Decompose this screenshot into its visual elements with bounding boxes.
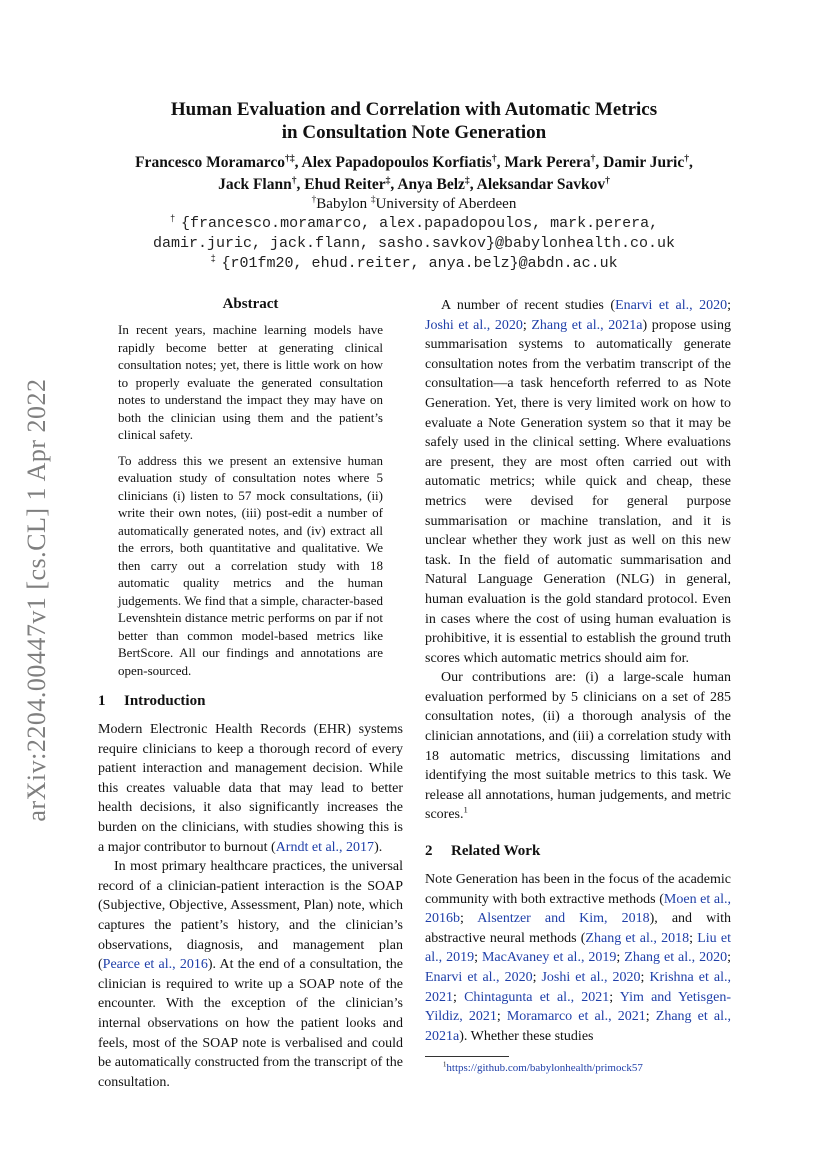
email-list (0, 214, 828, 274)
text-run: ), and with abstractive neural methods ( (425, 911, 732, 946)
text-run: ; (727, 298, 732, 313)
email-mark: ‡ (210, 253, 222, 264)
left-column (98, 296, 403, 1092)
citation-link[interactable]: Enarvi et al., 2020 (615, 298, 728, 313)
text-run: ) propose using summarisation systems to automatically generate consultation notes from the verbatim transcript of the consultation—a task henceforth referred to as Note Generation. Yet, there is very limited work on how to evaluate a Note Generation system so that it may be safely used in the clinical setting. Where evaluations are present, they are most often carried out with automatic metrics; while quick and cheap, these metrics were devised for general purpose summarisation or machine translation, and it is unclear whether they work just as well on this new task. In the field of automatic summarisation and Natural Language Generation (NLG) in general, human evaluation is the gold standard protocol. Even in cases where the cost of using human evaluation is prohibitive, it is essential to establish the ground truth scores which automatic metrics should aim for. (425, 317, 732, 666)
footnote-link[interactable]: https://github.com/babylonhealth/primock57 (446, 1062, 643, 1075)
author-separator: , (496, 154, 505, 171)
citation-link[interactable]: Pearce et al., 2016 (102, 957, 208, 973)
citation-link[interactable]: Moramarco et al., 2021 (506, 1009, 646, 1025)
author-affil-mark: † (491, 152, 497, 164)
author-affil-mark: †‡ (285, 152, 295, 164)
section-title: Introduction (124, 693, 206, 709)
citation-link[interactable]: Zhang et al., 2020 (624, 950, 728, 966)
citation-link[interactable]: Joshi et al., 2020 (541, 970, 641, 985)
affil-org: University of Aberdeen (375, 196, 517, 212)
section-heading-related-work (425, 843, 731, 860)
body-paragraph (425, 668, 731, 825)
text-run: A number of recent studies ( (441, 298, 616, 313)
citation-link[interactable]: Arndt et al., 2017 (275, 839, 375, 855)
section-number: 2 (425, 843, 433, 860)
email-text: {r01fm20, ehud.reiter, anya.belz}@abdn.ac.uk (221, 255, 618, 272)
text-run: ; (727, 950, 732, 966)
text-run: ). At the end of a consultation, the clinician is required to write up a SOAP note of the encounter. With the exception of the clinician’s internal observations on how the patient looks and feels, most of the SOAP note is verbalised and could be automatically constructed from the transcript of the consultation. (98, 957, 403, 1090)
section-heading-introduction (98, 693, 403, 710)
author-line (0, 152, 828, 174)
citation-link[interactable]: Alsentzer and Kim, 2018 (477, 911, 650, 927)
body-paragraph (425, 296, 731, 668)
author-name: Anya Belz (397, 176, 465, 193)
arxiv-stamp (12, 340, 62, 860)
email-text: {francesco.moramarco, alex.papadopoulos, mark.perera, (181, 215, 659, 232)
author-name: Mark Perera (504, 154, 591, 171)
section-number: 1 (98, 693, 106, 709)
text-run: ). Whether these studies (459, 1028, 594, 1044)
citation-link[interactable]: Moen et al., 2016b (425, 891, 731, 927)
citation-link[interactable]: Liu et al., 2019 (425, 930, 731, 966)
text-run: ; (522, 317, 532, 333)
author-affil-mark: ‡ (385, 174, 391, 186)
abstract (118, 321, 383, 679)
author-name: Jack Flann (218, 176, 292, 193)
text-run: ; (496, 1009, 507, 1025)
text-run: Our contributions are: (i) a large-scale human evaluation performed by 5 clinicians on a set of 285 consultation notes, (ii) a thorough analysis of the clinician annotations, and (iii) a correlation study with 18 automatic metrics, discussing limitations and identifying the most suitable metrics to this task. We release all annotations, human judgements, and metric scores. (425, 670, 731, 823)
author-name: Aleksandar Savkov (476, 176, 606, 193)
citation-link[interactable]: Chintagunta et al., 2021 (464, 989, 610, 1005)
text-run: Note Generation has been in the focus of the academic community with both extractive methods ( (425, 872, 731, 907)
right-column (425, 296, 731, 1075)
author-affil-mark: † (590, 152, 596, 164)
text-run: In most primary healthcare practices, the universal record of a clinician-patient interaction is the SOAP (Subjective, Objective, Assessment, Plan) note, which captures the patient’s history, and the clinician’s observations, diagnosis, and management plan ( (98, 859, 403, 973)
email-line (0, 234, 828, 254)
affil-mark: † (311, 195, 317, 205)
citation-link[interactable]: MacAvaney et al., 2019 (481, 950, 617, 966)
text-run: ; (640, 970, 650, 985)
citation-link[interactable]: Zhang et al., 2021a (425, 1009, 731, 1044)
author-separator: , (294, 154, 302, 171)
abstract-paragraph: In recent years, machine learning models have rapidly become better at generating clinical consultation notes; yet, there is little work on how to properly evaluate the generated consultation notes to understand the impact they may have on both the clinician using them and the patient’s clinical safety. (118, 322, 383, 442)
affiliations (0, 194, 828, 214)
author-separator: , (390, 176, 398, 193)
footnote (425, 1061, 731, 1075)
citation-link[interactable]: Zhang et al., 2021a (531, 317, 643, 333)
affil-mark: ‡ (370, 195, 376, 205)
body-paragraph (425, 870, 731, 1046)
affil-org: Babylon (316, 196, 371, 212)
author-name: Ehud Reiter (304, 176, 386, 193)
author-affil-mark: ‡ (464, 174, 470, 186)
author-separator: , (469, 176, 477, 193)
text-run: Modern Electronic Health Records (EHR) systems require clinicians to keep a thorough record of every patient interaction and management decision. While this creates valuable data that may lead to better health decisions, it also significantly increases the burden on the clinicians, with studies showing this is a major contributor to burnout ( (98, 722, 403, 855)
citation-link[interactable]: Zhang et al., 2018 (585, 930, 690, 946)
footnote-divider (425, 1056, 509, 1057)
text-run: ; (532, 970, 542, 985)
citation-link[interactable]: Krishna et al., 2021 (425, 970, 731, 1005)
author-line (0, 174, 828, 196)
title-line: Human Evaluation and Correlation with Automatic Metrics (170, 99, 658, 120)
text-run: ; (474, 950, 482, 966)
text-run: ; (453, 989, 465, 1005)
abstract-paragraph: To address this we present an extensive human evaluation study of consultation notes where 5 clinicians (i) listen to 57 mock consultations, (ii) write their own notes, (iii) post-edit a number of automatically generated notes, and (iv) extract all the errors, both quantitative and qualitative. We then carry out a correlation study with 18 automatic quality metrics and the human judgements. We find that a simple, character-based Levenshtein distance metric performs on par if not better than common model-based metrics like BertScore. All our findings and annotations are open-sourced. (118, 452, 383, 678)
arxiv-stamp-text: arXiv:2204.00447v1 [cs.CL] 1 Apr 2022 (22, 378, 51, 822)
abstract-heading: Abstract (222, 296, 279, 312)
text-run: ; (460, 911, 478, 927)
footnote-mark: 1 (443, 1061, 447, 1069)
author-name: Francesco Moramarco (135, 154, 286, 171)
footnote-ref[interactable]: 1 (463, 804, 468, 815)
author-affil-mark: † (291, 174, 297, 186)
author-affil-mark: † (605, 174, 610, 186)
title-line: in Consultation Note Generation (281, 122, 547, 143)
citation-link[interactable]: Enarvi et al., 2020 (425, 970, 533, 985)
citation-link[interactable]: Yim and Yetisgen-Yildiz, 2021 (425, 989, 731, 1025)
author-name: Alex Papadopoulos Korfiatis (301, 154, 492, 171)
section-title: Related Work (451, 843, 541, 860)
author-affil-mark: † (684, 152, 690, 164)
author-separator: , (689, 154, 693, 171)
citation-link[interactable]: Joshi et al., 2020 (425, 317, 523, 333)
text-run: ; (645, 1009, 656, 1025)
text-run: ; (609, 989, 620, 1005)
body-paragraph (98, 857, 403, 1092)
text-run: ; (689, 930, 698, 946)
body-paragraph (98, 720, 403, 857)
author-separator: , (296, 176, 305, 193)
email-text: damir.juric, jack.flann, sasho.savkov}@babylonhealth.co.uk (152, 235, 676, 252)
author-list (0, 152, 828, 196)
text-run: ). (374, 839, 383, 855)
email-line (0, 214, 828, 234)
author-name: Damir Juric (603, 154, 685, 171)
author-separator: , (595, 154, 604, 171)
paper-title (0, 98, 828, 144)
email-line (0, 254, 828, 274)
email-mark: † (169, 213, 182, 224)
text-run: ; (616, 950, 625, 966)
